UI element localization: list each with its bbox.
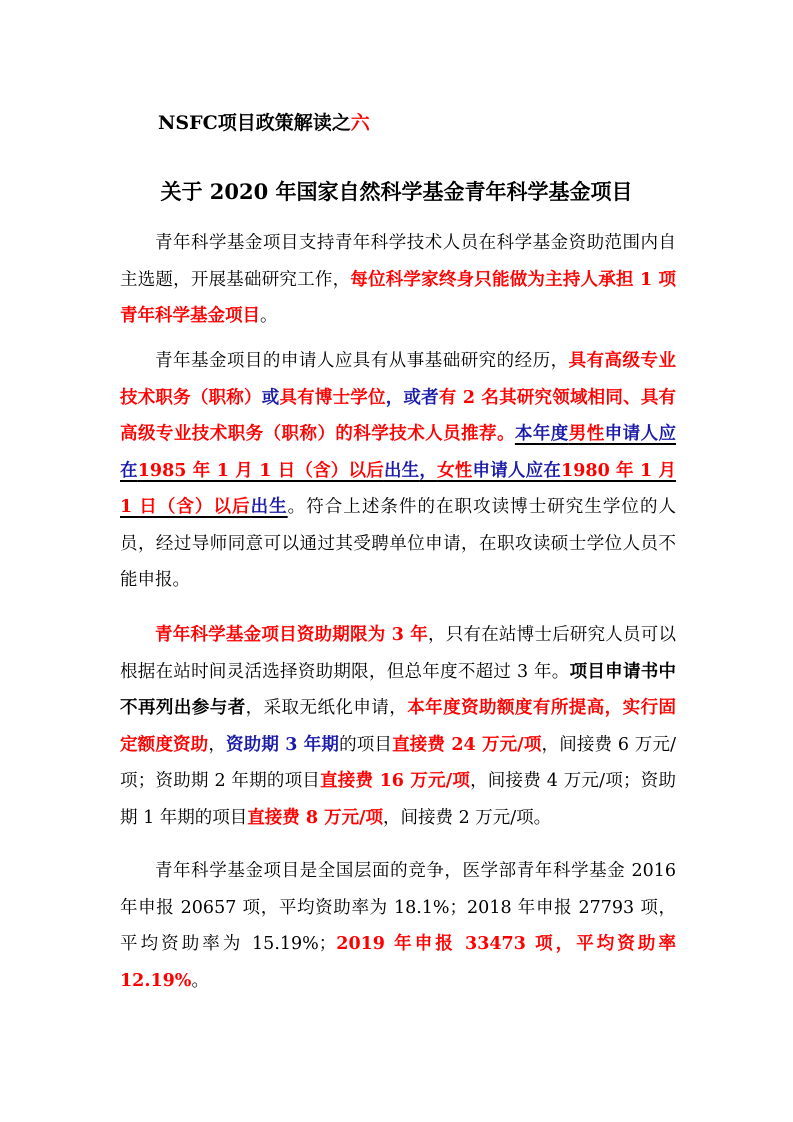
highlight-span: 2019 年申报 33473 项，平均资助率 12.19%	[120, 934, 676, 991]
text-span: 青年科学基金项目是全国层面的竞争，医学部青年科学基金 2016 年申报 20657 项，平均资助率为 18.1%；2018 年申报 27793 项，平均资助率为 15.19%；	[120, 861, 676, 954]
highlight-span: 出生	[383, 460, 420, 481]
highlight-span: 直接费 24 万元/项	[392, 734, 542, 755]
highlight-span: ，	[419, 460, 438, 481]
text-span: 。	[191, 970, 209, 991]
paragraph-1	[120, 225, 676, 335]
highlight-span: 女性	[437, 460, 473, 481]
highlight-span: 具有高级专业技术职务（职称）	[120, 351, 677, 408]
paragraph-2	[120, 343, 676, 599]
text-span: 的项目	[339, 734, 393, 755]
paragraph-3	[120, 617, 676, 836]
highlight-span: 有 2 名其研究领域相同、具有高级专业技术职务（职称）的科学技术人员推荐。	[120, 387, 677, 444]
text-span: 青年科学基金项目支持青年科学技术人员在科学基金资助范围内自主选题，开展基础研究工作，	[120, 233, 676, 290]
highlight-span: 1985 年 1 月 1 日（含）以后	[137, 460, 384, 481]
highlight-span: 申请人应在	[472, 460, 562, 481]
document-title: 关于 2020 年国家自然科学基金青年科学基金项目	[160, 179, 633, 204]
highlight-span: 出生	[250, 497, 288, 517]
series-prefix: NSFC项目政策解读之	[158, 112, 351, 134]
highlight-span: 1980 年 1 月 1 日（含）以后	[120, 460, 677, 517]
bold-span: 项目申请书中不再列出参与者	[120, 661, 677, 718]
highlight-span: 本年度	[514, 424, 569, 444]
highlight-span: 每位科学家终身只能做为主持人承担 1 项青年科学基金项目	[120, 269, 676, 326]
text-span: 青年基金项目的申请人应具有从事基础研究的经历，	[155, 351, 569, 371]
text-span: ，间接费 6 万元/项；资助期 2 年期的项目	[120, 734, 677, 791]
highlight-span: 或	[261, 387, 280, 408]
text-span: 。	[260, 306, 278, 326]
series-header	[158, 108, 370, 135]
highlight-span: 资助期 3 年期	[226, 734, 340, 755]
text-span: ，	[208, 734, 227, 755]
text-span: ，只有在站博士后研究人员可以根据在站时间灵活选择资助期限，但总年度不超过 3 年。	[120, 625, 676, 682]
highlight-span: 直接费 8 万元/项	[247, 807, 384, 828]
highlight-span: 男性	[568, 424, 605, 444]
paragraph-4	[120, 853, 676, 999]
text-span: ，间接费 4 万元/项；资助期 1 年期的项目	[120, 771, 676, 828]
highlight-span: 青年科学基金项目资助期限为 3 年	[155, 625, 429, 645]
highlight-span: 申请人应在	[120, 424, 677, 481]
text-span: ，间接费 2 万元/项。	[383, 807, 552, 828]
text-span: 。符合上述条件的在职攻读博士研究生学位的人员，经过导师同意可以通过其受聘单位申请，在职攻读硕士学位人员不能申报。	[120, 497, 677, 590]
series-number: 六	[350, 112, 370, 134]
highlight-span: ，	[385, 387, 404, 408]
highlight-span: 直接费 16 万元/项	[320, 771, 471, 791]
highlight-span: 本年度资助额度有所提高，实行固定额度资助	[120, 698, 677, 755]
highlight-span: 具有博士学位	[279, 387, 386, 408]
text-span: ，采取无纸化申请，	[245, 698, 408, 718]
highlight-span: 或者	[403, 387, 439, 408]
